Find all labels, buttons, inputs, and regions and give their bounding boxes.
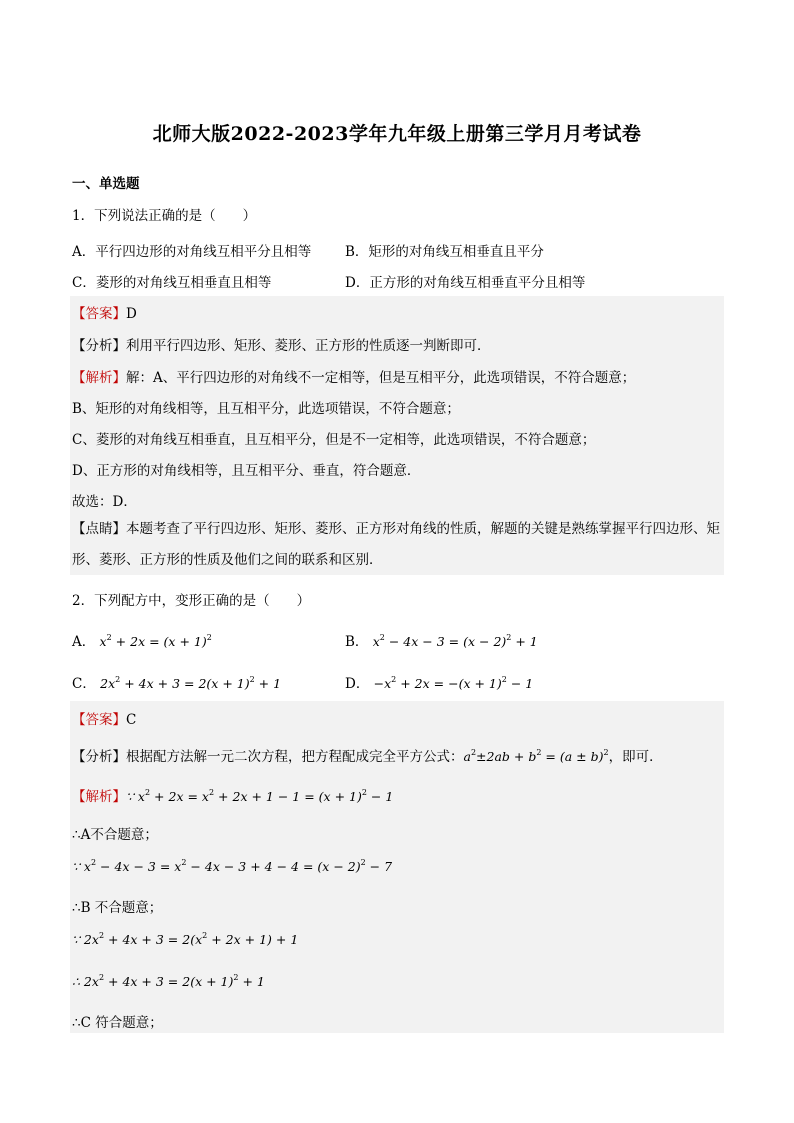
equation: $2x^2 + 4x + 3 = 2(x + 1)^2 + 1$	[100, 675, 282, 691]
q2-answer	[72, 708, 136, 728]
q1-option-d: D．正方形的对角线互相垂直平分且相等	[345, 275, 586, 291]
section-heading: 一、单选题	[72, 176, 140, 192]
equation: ∴ $2x^2 + 4x + 3 = 2(x + 1)^2 + 1$	[72, 973, 265, 989]
solution-tag: 【解析】	[72, 789, 126, 805]
q2-conclusion-c: ∴C 符合题意；	[72, 1015, 163, 1031]
solution-text: 解：A、平行四边形的对角线不一定相等，但是互相平分，此选项错误，不符合题意；	[126, 370, 636, 386]
solution-tag: 【解析】	[72, 370, 126, 386]
q2-solution-line-2	[72, 858, 392, 875]
comment-text: 本题考查了平行四边形、矩形、菱形、正方形对角线的性质，解题的关键是熟练掌握平行四边形、矩形、菱形、正方形的性质及他们之间的联系和区别．	[72, 521, 720, 568]
q1-solution-line-1	[72, 366, 635, 386]
q1-analysis	[72, 334, 491, 354]
comment-tag: 【点睛】	[72, 521, 126, 537]
equation: $x^2 - 4x - 3 = (x - 2)^2 + 1$	[372, 633, 538, 649]
q1-option-b: B．矩形的对角线互相垂直且平分	[345, 244, 544, 260]
analysis-tag: 【分析】	[72, 749, 126, 765]
equation: ∵ $x^2 + 2x = x^2 + 2x + 1 - 1 = (x + 1)^2 - 1$	[126, 788, 394, 804]
q2-option-d: D． $-x^2 + 2x = -(x + 1)^2 - 1$	[345, 675, 534, 692]
q2-analysis	[72, 745, 663, 765]
q1-option-c: C．菱形的对角线互相垂直且相等	[72, 275, 272, 291]
q2-option-b: B． $x^2 - 4x - 3 = (x - 2)^2 + 1$	[345, 633, 538, 650]
answer-value: D	[126, 306, 137, 322]
answer-tag: 【答案】	[72, 306, 126, 322]
q1-solution-line-3: C、菱形的对角线互相垂直，且互相平分，但是不一定相等，此选项错误，不符合题意；	[72, 432, 596, 448]
equation: $x^2 + 2x = (x + 1)^2$	[99, 633, 212, 649]
equation: $-x^2 + 2x = -(x + 1)^2 - 1$	[373, 675, 534, 691]
answer-tag: 【答案】	[72, 712, 126, 728]
analysis-text: 利用平行四边形、矩形、菱形、正方形的性质逐一判断即可．	[126, 338, 491, 354]
q1-comment	[72, 514, 724, 576]
analysis-end: ，即可．	[608, 749, 663, 765]
formula: $a^2\pm 2ab + b^2 = (a \pm b)^2$	[463, 748, 609, 764]
analysis-text: 根据配方法解一元二次方程，把方程配成完全平方公式：	[126, 749, 464, 765]
equation: ∵ $x^2 - 4x - 3 = x^2 - 4x - 3 + 4 - 4 = (x - 2)^2 - 7$	[72, 858, 393, 874]
equation: ∵ $2x^2 + 4x + 3 = 2(x^2 + 2x + 1) + 1$	[72, 931, 299, 947]
q2-solution-line-1	[72, 785, 393, 805]
q2-conclusion-a: ∴A不合题意；	[72, 827, 158, 843]
q1-solution-line-5: 故选：D．	[72, 494, 137, 510]
q2-solution-line-4	[72, 973, 265, 990]
q2-stem: 2．下列配方中，变形正确的是（ ）	[72, 593, 311, 609]
q2-conclusion-b: ∴B 不合题意；	[72, 900, 163, 916]
q1-stem: 1．下列说法正确的是（ ）	[72, 208, 257, 224]
q1-solution-line-2: B、矩形的对角线相等，且互相平分，此选项错误，不符合题意；	[72, 401, 460, 417]
q1-option-a: A．平行四边形的对角线互相平分且相等	[72, 244, 312, 260]
page-title: 北师大版2022-2023学年九年级上册第三学月月考试卷	[152, 123, 642, 145]
q1-answer	[72, 302, 137, 322]
answer-value: C	[126, 712, 137, 728]
analysis-tag: 【分析】	[72, 338, 126, 354]
q2-solution-line-3	[72, 931, 298, 948]
q1-solution-line-4: D、正方形的对角线相等，且互相平分、垂直，符合题意．	[72, 463, 421, 479]
q2-option-a: A． $x^2 + 2x = (x + 1)^2$	[72, 633, 212, 650]
q2-option-c: C． $2x^2 + 4x + 3 = 2(x + 1)^2 + 1$	[72, 675, 282, 692]
